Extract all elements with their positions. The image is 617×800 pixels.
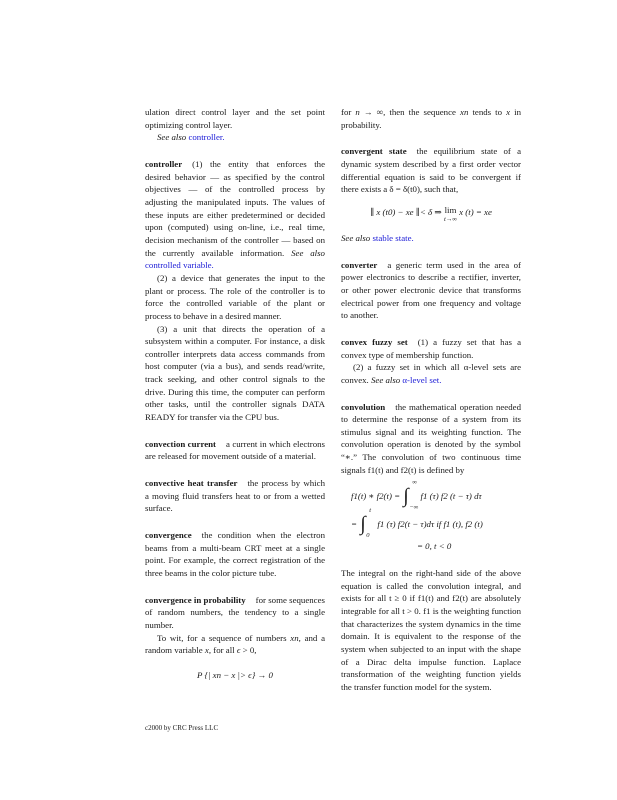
limit-operator xyxy=(444,206,457,224)
convective-heat-transfer-def: the process by which a moving fluid transfers heat to or from a wetted surface. xyxy=(145,478,325,514)
lim-subscript: t→∞ xyxy=(443,215,457,223)
equation-convergent-state xyxy=(341,206,521,224)
entry-convection-current xyxy=(145,438,325,463)
controller-def1-num: (1) xyxy=(192,158,203,169)
equation-line-3 xyxy=(351,540,521,553)
equation-left: = xyxy=(351,519,357,530)
text-fragment: , and a random variable xyxy=(145,632,325,656)
convergence-in-probability-def2 xyxy=(145,632,325,657)
convection-current-def: a current in which electrons are released for movement outside of a material. xyxy=(145,438,325,462)
equation-left: ∥ x (t0) − xe ∥< δ ⇒ xyxy=(370,206,442,217)
equation-convergence-probability xyxy=(145,669,325,682)
term-convergence-in-probability: convergence in probability xyxy=(145,594,246,605)
equation-right: f1 (τ) f2 (t − τ) dτ xyxy=(420,491,482,502)
intro-paragraph: ulation direct control layer and the set point optimizing control layer. xyxy=(145,107,325,130)
stable-state-link[interactable]: stable state. xyxy=(372,232,414,243)
term-convergence: convergence xyxy=(145,530,192,541)
variable-x: x xyxy=(506,107,511,117)
variable-x: x xyxy=(204,645,209,656)
text-fragment: for xyxy=(341,107,356,117)
equation-right: f1 (τ) f2(t − τ)dτ if f1 (t), f2 (t) xyxy=(377,519,483,530)
entry-convective-heat-transfer xyxy=(145,477,325,515)
alpha-level-set-link[interactable]: α-level set. xyxy=(402,374,442,385)
see-also-controller xyxy=(145,131,325,144)
math-fragment: n → ∞ xyxy=(355,107,384,117)
text-fragment: , for all xyxy=(208,645,237,656)
convex-fuzzy-set-def1: (1) a fuzzy set that has a convex type of membership function. xyxy=(341,336,522,360)
term-convex-fuzzy-set: convex fuzzy set xyxy=(341,336,408,347)
entry-convex-fuzzy-set xyxy=(341,336,521,361)
equation-line-1 xyxy=(351,479,521,512)
text-fragment: > 0, xyxy=(240,645,257,656)
equation-right: x (t) = xe xyxy=(459,206,492,217)
intro-paragraph-right xyxy=(341,106,521,131)
convergence-in-probability-def: for some sequences of random numbers, the tendency to a single number. xyxy=(145,594,325,630)
term-converter: converter xyxy=(341,259,378,270)
converter-def: a generic term used in the area of power electronics to describe a rectifier, inverter, or other power electronic device that transforms electrical power from one frequency and voltage to another. xyxy=(341,259,521,321)
equation-text: P {| xn − x |> ϵ} → 0 xyxy=(197,669,273,680)
term-convection-current: convection current xyxy=(145,438,217,449)
text-fragment: in probability. xyxy=(341,107,522,130)
entry-convergence xyxy=(145,529,325,580)
see-also-label: See also xyxy=(291,247,325,258)
equation-convolution xyxy=(351,479,521,553)
convergent-state-def: the equilibrium state of a dynamic system described by a first order vector differential equation is said to be convergent if there exists a δ = δ(t0), such that, xyxy=(341,146,522,195)
text-fragment: To wit, for a sequence of numbers xyxy=(157,632,291,643)
copyright-footer: c2000 by CRC Press LLC xyxy=(145,724,219,732)
variable-epsilon: ϵ xyxy=(236,645,241,656)
term-convective-heat-transfer: convective heat transfer xyxy=(145,478,238,489)
integral-sign: ∫ t 0 xyxy=(360,507,371,540)
integral-lower: 0 xyxy=(366,532,370,540)
controller-def3: (3) a unit that directs the operation of a subsystem within a computer. For instance, a disk controller interprets data access commands from host computer (via a bus), and sends read/write, track seeking, and other control signals to the drive. During this time, the computer can perform other tasks, until the controller signals DATA READY for transfer via the CPU bus. xyxy=(145,323,325,423)
left-column xyxy=(145,106,325,690)
equation-text: = 0, t < 0 xyxy=(417,541,452,552)
integral-sign: ∫ ∞ −∞ xyxy=(403,479,419,512)
see-also-label: See also xyxy=(370,374,401,385)
convex-fuzzy-set-def2 xyxy=(341,361,521,386)
text-fragment: , then the sequence xyxy=(383,107,461,117)
controller-link[interactable]: controller. xyxy=(188,132,225,143)
entry-convergent-state xyxy=(341,145,521,196)
lim-text: lim xyxy=(444,204,457,215)
term-convolution: convolution xyxy=(341,401,386,412)
term-controller: controller xyxy=(145,158,183,169)
controlled-variable-link[interactable]: controlled variable. xyxy=(145,260,214,271)
text-fragment: tends to xyxy=(468,107,507,117)
right-column xyxy=(341,106,521,694)
convergence-def: the condition when the electron beams from a multi-beam CRT meet at a single point. For example, the correct registration of the three beams in the color picture tube. xyxy=(145,530,325,578)
controller-def1: the entity that enforces the desired behavior — as specified by the control objectives — of the controlled process by adjusting the manipulated inputs. The values of these inputs are either predetermined or decided upon (computed) using on-line, i.e., real time, decision mechanism of the controller — based on the currently available information. xyxy=(145,158,325,258)
entry-controller xyxy=(145,158,325,272)
entry-convergence-in-probability xyxy=(145,594,325,632)
text-fragment: (2) a fuzzy set in which all α-level sets are convex. xyxy=(341,362,521,385)
see-also-stable-state xyxy=(341,232,521,245)
convolution-def: the mathematical operation needed to determine the response of a system from its stimulus signal and its weighting function. The convolution operation is denoted by the symbol “∗.” The convolution of two continuous time signals f1(t) and f2(t) is defined by xyxy=(341,401,521,475)
integral-upper: ∞ xyxy=(412,479,417,487)
entry-converter xyxy=(341,259,521,322)
entry-convolution xyxy=(341,401,521,477)
see-also-label: See also xyxy=(341,232,371,243)
variable-xn: xn xyxy=(460,107,469,117)
integral-lower: −∞ xyxy=(409,504,419,512)
controller-def2: (2) a device that generates the input to the plant or process. The role of the controller is to force the controlled variable of the plant or process to behave in a desired manner. xyxy=(145,272,325,321)
convolution-after: The integral on the right-hand side of the above equation is called the convolution integral, and exists for all t ≥ 0 if f1(t) and f2(t) are absolutely integrable for all t > 0. f1 is the weighting function that characterizes the system dynamics in the time domain. It is equivalent to the response of the system when subjected to an input with the shape of a Dirac delta impulse function. Laplace transformation of the weighting function yields the transfer function model for the system. xyxy=(341,568,521,692)
equation-line-2 xyxy=(351,507,521,540)
integral-upper: t xyxy=(369,507,371,515)
term-convergent-state: convergent state xyxy=(341,146,407,157)
variable-xn: xn xyxy=(290,632,299,643)
see-also-label: See also xyxy=(157,132,187,143)
equation-left: f1(t) ∗ f2(t) = xyxy=(351,491,401,502)
